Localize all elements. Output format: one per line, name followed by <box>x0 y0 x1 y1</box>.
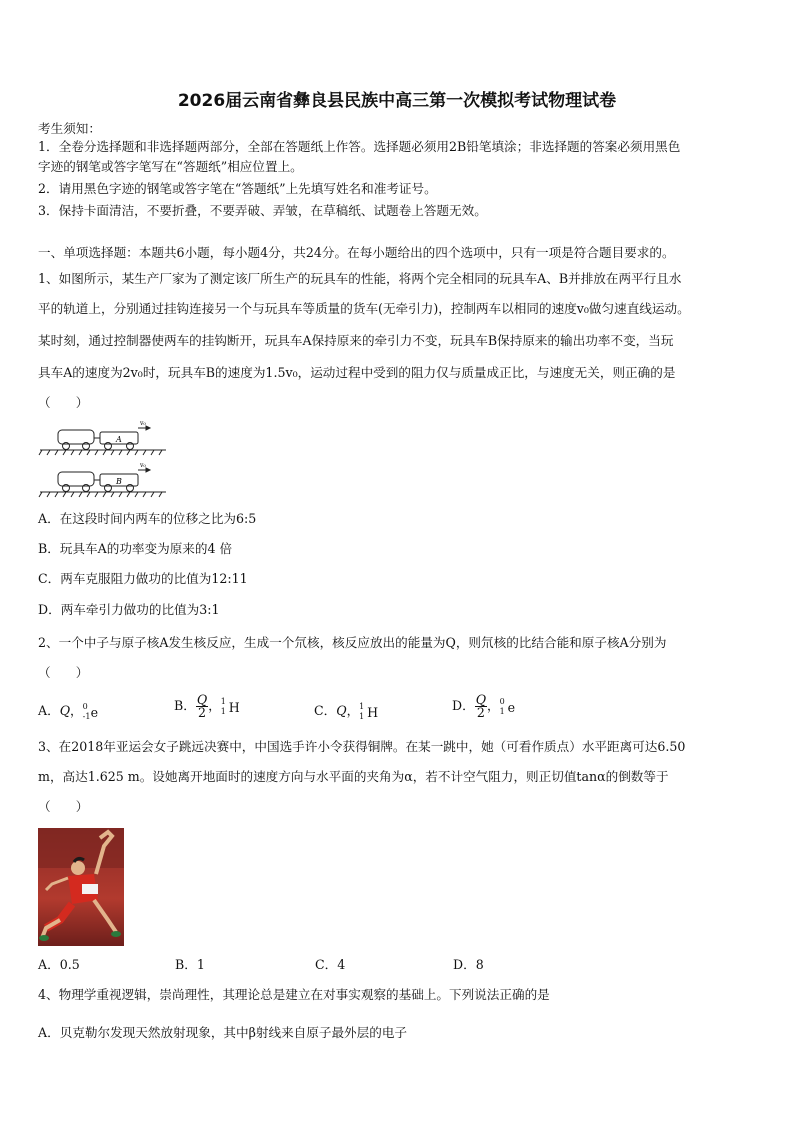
question-3-text: 3、在2018年亚运会女子跳远决赛中，中国选手许小令获得铜牌。在某一跳中，她（可看作质点）水平距离可达6.50 <box>38 739 686 754</box>
question-2-option-d: D． $\frac{Q}{2}$ ， 0 1 e <box>452 692 516 720</box>
section-heading: 一、单项选择题：本题共6小题，每小题4分，共24分。在每小题给出的四个选项中，只有一项是符合题目要求的。 <box>38 245 675 260</box>
question-2-option-c: C．Q， 1 1 H <box>314 701 379 721</box>
question-1-option-d: D．两车牵引力做功的比值为3:1 <box>38 602 220 617</box>
velocity-label-b: v₀ <box>140 462 146 469</box>
question-3-option-a: A．0.5 <box>38 957 80 972</box>
notice-heading: 考生须知： <box>38 121 101 136</box>
question-1-option-b: B．玩具车A的功率变为原来的4 倍 <box>38 541 233 556</box>
question-3-text: m，高达1.625 m。设她离开地面时的速度方向与水平面的夹角为α，若不计空气阻力，则正切值tanα的倒数等于 <box>38 769 669 784</box>
question-4-text: 4、物理学重视逻辑，崇尚理性，其理论总是建立在对事实观察的基础上。下列说法正确的是 <box>38 987 550 1002</box>
question-2-option-b: B． $\frac{Q}{2}$ ， 1 1 H <box>174 692 240 720</box>
question-1-text: 1、如图所示，某生产厂家为了测定该厂所生产的玩具车的性能，将两个完全相同的玩具车A、B并排放在两平行且水 <box>38 271 682 286</box>
question-2-blank: （ ） <box>38 665 89 680</box>
question-2-option-a: A．Q， 0 -1 e <box>38 701 99 721</box>
car-label-b: B <box>116 477 122 486</box>
question-2-options <box>38 694 758 724</box>
question-1-blank: （ ） <box>38 395 89 410</box>
question-1-text: 平的轨道上，分别通过挂钩连接另一个与玩具车等质量的货车(无牵引力)，控制两车以相同的速度v₀做匀速直线运动。 <box>38 301 690 316</box>
notice-item: 字迹的钢笔或答字笔写在“答题纸”相应位置上。 <box>38 159 303 174</box>
question-1-text: 具车A的速度为2v₀时，玩具车B的速度为1.5v₀，运动过程中受到的阻力仅与质量成正比，与速度无关，则正确的是 <box>38 365 676 380</box>
notice-item: 3．保持卡面清洁，不要折叠，不要弄破、弄皱，在草稿纸、试题卷上答题无效。 <box>38 203 487 218</box>
question-2-text: 2、一个中子与原子核A发生核反应，生成一个氘核，核反应放出的能量为Q，则氘核的比结合能和原子核A分别为 <box>38 635 667 650</box>
toy-cars-figure <box>38 420 168 498</box>
page-title: 2026届云南省彝良县民族中高三第一次模拟考试物理试卷 <box>177 91 617 111</box>
question-3-option-d: D．8 <box>453 957 484 972</box>
question-3-option-c: C．4 <box>315 957 346 972</box>
notice-item: 1．全卷分选择题和非选择题两部分，全部在答题纸上作答。选择题必须用2B铅笔填涂；非选择题的答案必须用黑色 <box>38 139 681 154</box>
velocity-label-a: v₀ <box>140 420 146 427</box>
question-1-option-a: A．在这段时间内两车的位移之比为6:5 <box>38 511 257 526</box>
question-3-blank: （ ） <box>38 799 89 814</box>
question-1-option-c: C．两车克服阻力做功的比值为12:11 <box>38 571 248 586</box>
question-4-option-a: A．贝克勒尔发现天然放射现象，其中β射线来自原子最外层的电子 <box>38 1025 408 1040</box>
question-1-text: 某时刻，通过控制器使两车的挂钩断开，玩具车A保持原来的牵引力不变，玩具车B保持原来的输出功率不变，当玩 <box>38 333 674 348</box>
long-jump-photo <box>38 828 124 946</box>
car-label-a: A <box>116 435 122 444</box>
question-3-option-b: B．1 <box>175 957 205 972</box>
notice-item: 2．请用黑色字迹的钢笔或答字笔在“答题纸”上先填写姓名和准考证号。 <box>38 181 437 196</box>
